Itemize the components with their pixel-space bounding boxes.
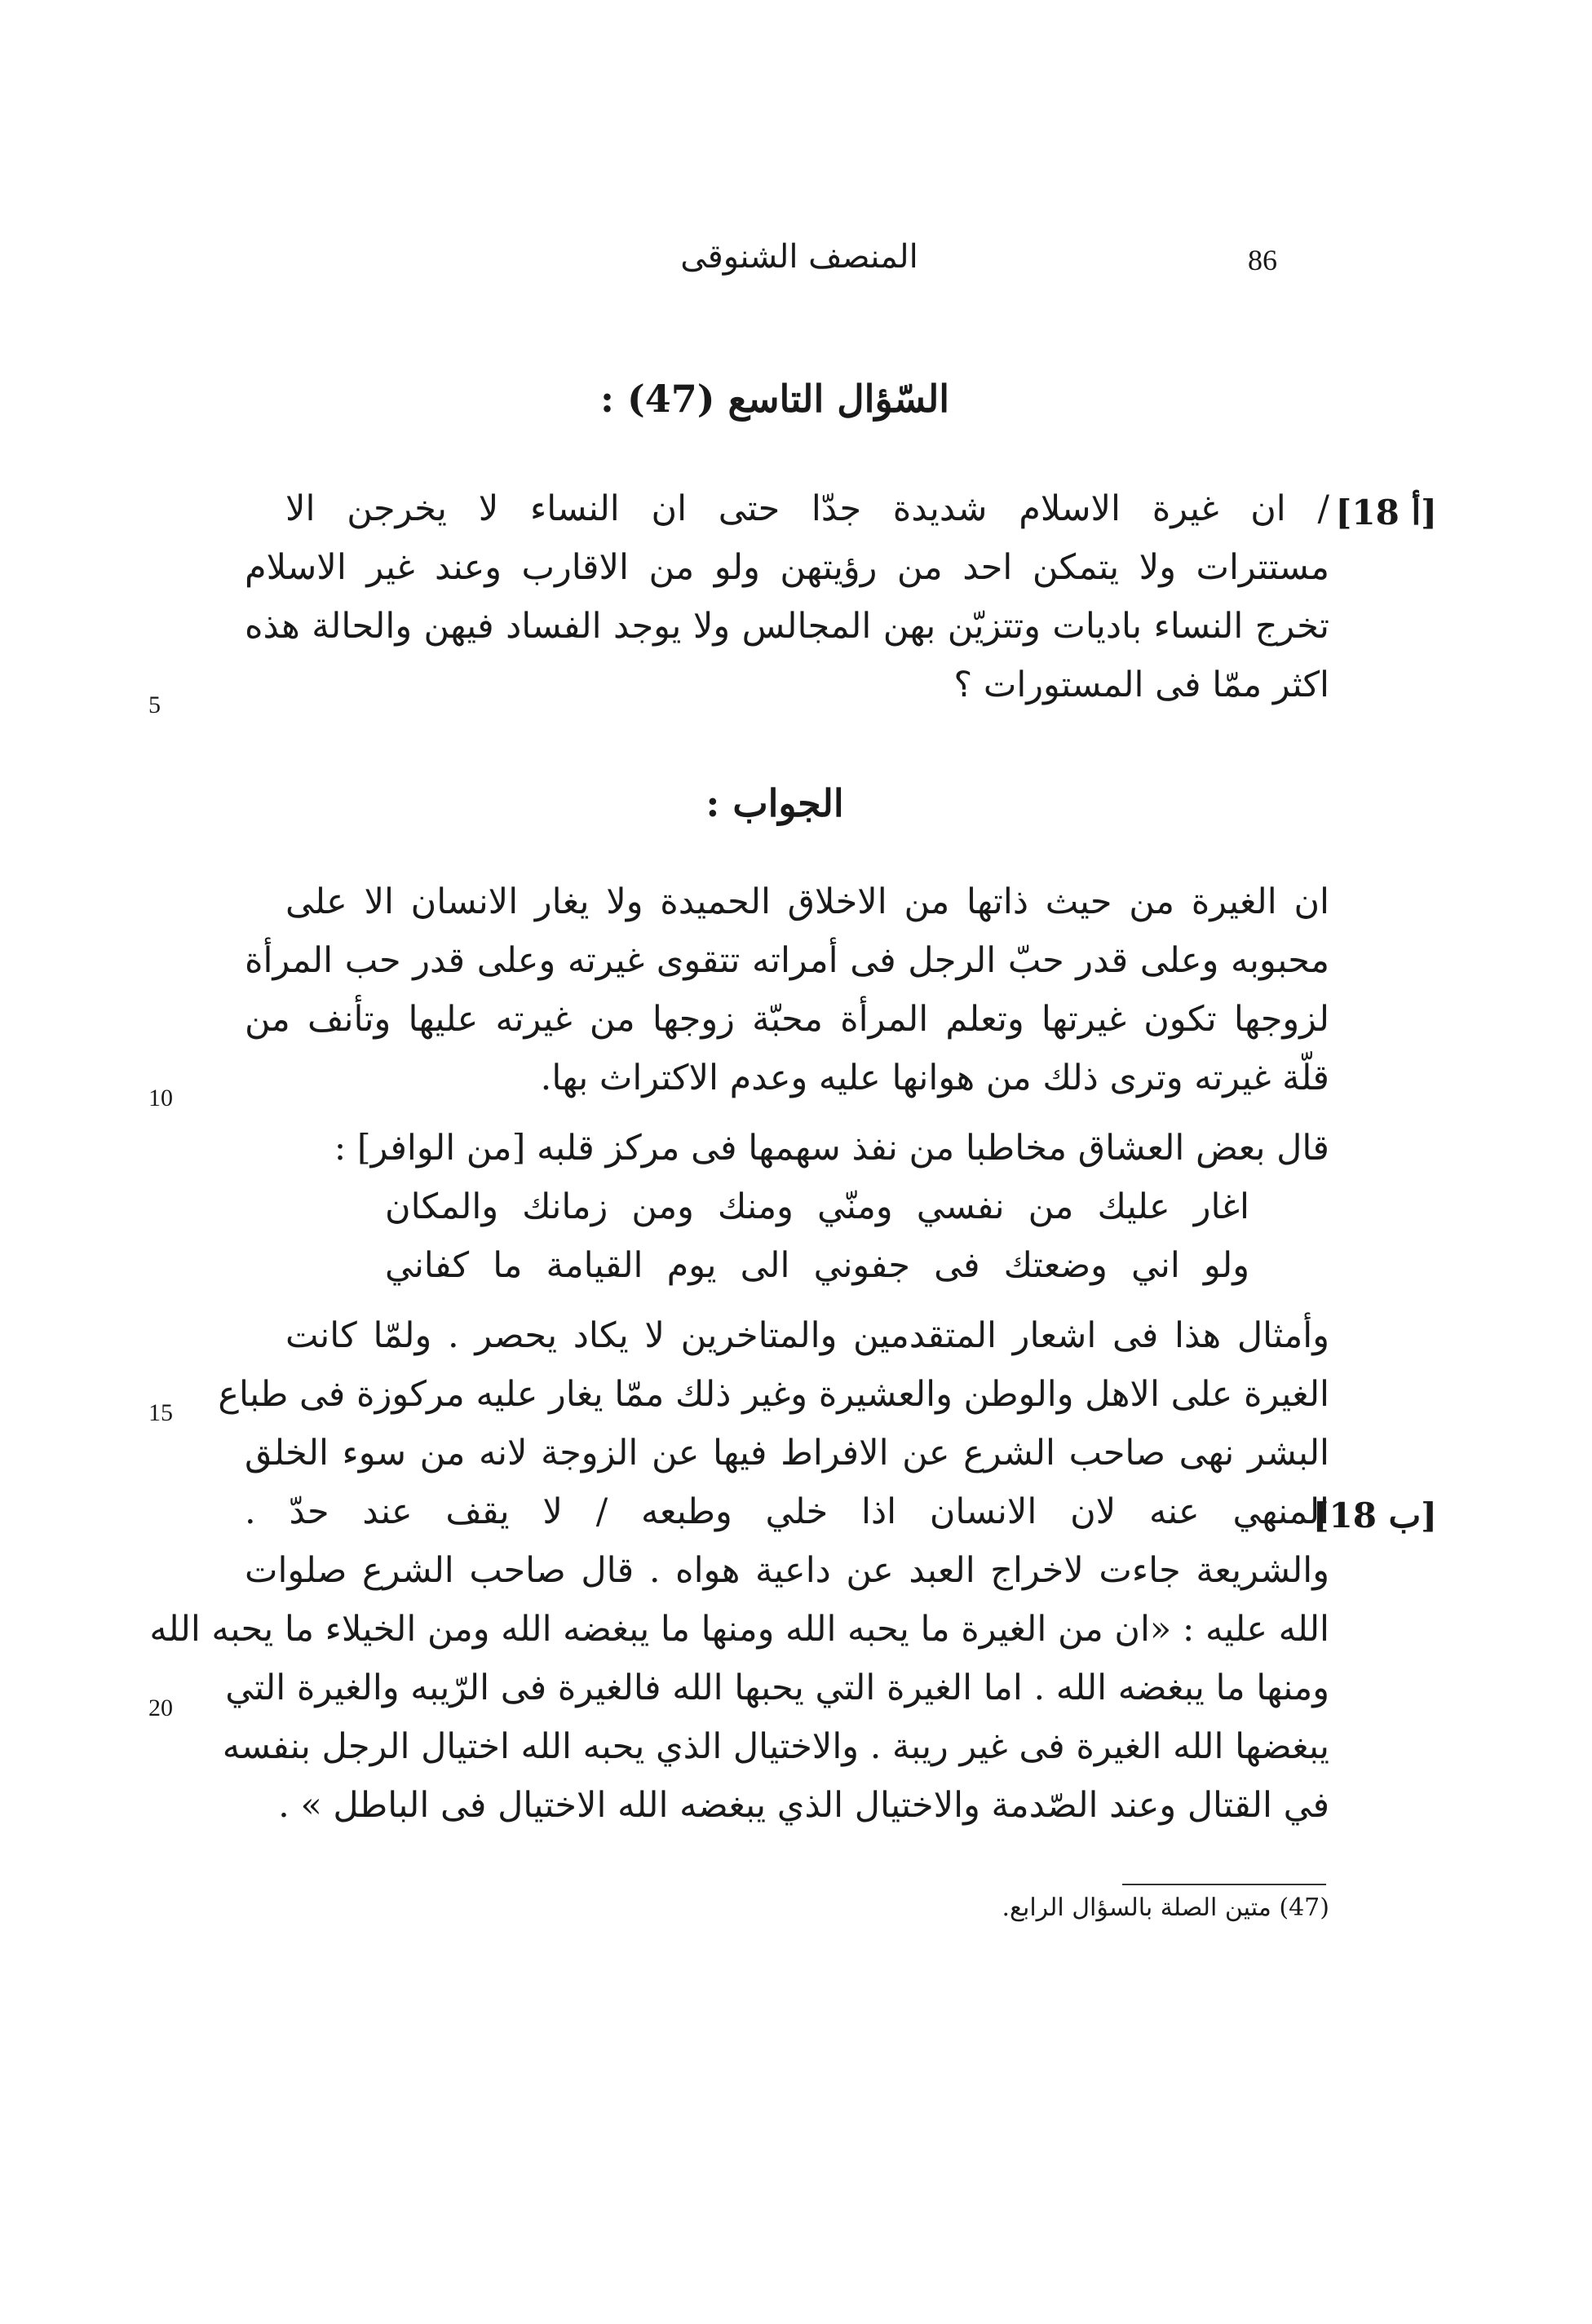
line-number-5: 5 xyxy=(148,691,161,718)
continuation-line-2: الغيرة على الاهل والوطن والعشيرة وغير ذلك ممّا يغار عليه مركوزة فى طباع xyxy=(218,1374,1329,1415)
answer-line-2: محبوبه وعلى قدر حبّ الرجل فى أمراته تتقوى غيرته وعلى قدر حب المرأة xyxy=(245,940,1329,981)
page-number: 86 xyxy=(1248,244,1277,276)
question-line-4: اكثر ممّا فى المستورات ؟ xyxy=(953,665,1329,705)
answer-heading: الجواب : xyxy=(705,781,844,825)
question-line-2: مستترات ولا يتمكن احد من رؤيتهن ولو من الاقارب وعند غير الاسلام xyxy=(245,547,1329,588)
continuation-line-4: المنهي عنه لان الانسان اذا خلي وطبعه / لا يقف عند حدّ . xyxy=(245,1491,1329,1532)
line-number-20: 20 xyxy=(148,1694,173,1721)
question-heading: السّؤال التاسع (47) : xyxy=(599,377,950,421)
verse-1: اغار عليك من نفسي ومنّي ومنك ومن زمانك والمكان xyxy=(385,1186,1249,1227)
answer-line-3: لزوجها تكون غيرتها وتعلم المرأة محبّة زوجها من غيرته عليها وتأنف من xyxy=(245,999,1329,1040)
continuation-line-1: وأمثال هذا فى اشعار المتقدمين والمتاخرين لا يكاد يحصر . ولمّا كانت xyxy=(285,1315,1329,1356)
continuation-line-5: والشريعة جاءت لاخراج العبد عن داعية هواه . قال صاحب الشرع صلوات xyxy=(245,1550,1329,1591)
continuation-line-6: الله عليه : «ان من الغيرة ما يحبه الله ومنها ما يبغضه الله ومن الخيلاء ما يحبه الله xyxy=(149,1609,1329,1650)
footnote-rule xyxy=(1122,1884,1326,1885)
folio-marker-18a: [18 أ] xyxy=(1335,493,1437,532)
folio-marker-18b: [18 ب] xyxy=(1312,1496,1437,1535)
question-line-1: / ان غيرة الاسلام شديدة جدّا حتى ان النساء لا يخرجن الا xyxy=(285,488,1329,529)
running-title: المنصف الشنوقى xyxy=(680,238,918,276)
continuation-line-8: يبغضها الله الغيرة فى غير ريبة . والاختيال الذي يحبه الله اختيال الرجل بنفسه xyxy=(222,1726,1329,1767)
line-number-15: 15 xyxy=(148,1399,173,1426)
continuation-line-7: ومنها ما يبغضه الله . اما الغيرة التي يحبها الله فالغيرة فى الرّيبه والغيرة التي xyxy=(225,1668,1329,1708)
answer-line-1: ان الغيرة من حيث ذاتها من الاخلاق الحميدة ولا يغار الانسان الا على xyxy=(285,881,1329,922)
answer-line-4: قلّة غيرته وترى ذلك من هوانها عليه وعدم الاكتراث بها. xyxy=(540,1058,1329,1098)
verse-2: ولو اني وضعتك فى جفوني الى يوم القيامة ما كفاني xyxy=(385,1245,1249,1286)
continuation-line-3: البشر نهى صاحب الشرع عن الافراط فيها عن الزوجة لانه من سوء الخلق xyxy=(245,1433,1329,1473)
line-number-10: 10 xyxy=(148,1085,173,1111)
continuation-line-9: في القتال وعند الصّدمة والاختيال الذي يبغضه الله الاختيال فى الباطل » . xyxy=(278,1785,1329,1826)
question-line-3: تخرج النساء باديات وتتزيّن بهن المجالس ولا يوجد الفساد فيهن والحالة هذه xyxy=(245,606,1329,647)
poem-intro: قال بعض العشاق مخاطبا من نفذ سهمها فى مركز قلبه [من الوافر] : xyxy=(334,1128,1329,1169)
footnote-text: (47) متين الصلة بالسؤال الرابع. xyxy=(1002,1893,1329,1922)
